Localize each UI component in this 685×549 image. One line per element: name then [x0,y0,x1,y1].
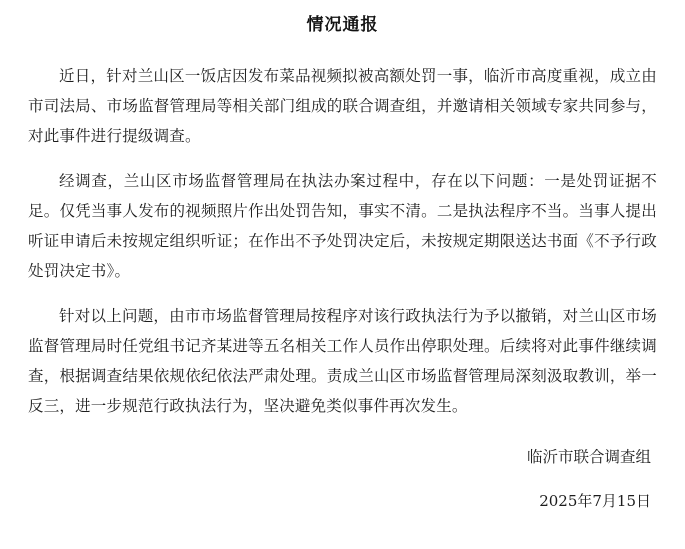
paragraph-3: 针对以上问题，由市市场监督管理局按程序对该行政执法行为予以撤销，对兰山区市场监督管理局时任党组书记齐某进等五名相关工作人员作出停职处理。后续将对此事件继续调查，根据调查结果依规依纪依法严肃处理。责成兰山区市场监督管理局深刻汲取教训，举一反三，进一步规范行政执法行为，坚决避免类似事件再次发生。 [28,306,657,416]
document-date: 2025年7月15日 [539,491,651,510]
document-signature: 临沂市联合调查组 [526,448,651,467]
paragraph-1: 近日，针对兰山区一饭店因发布菜品视频拟被高额处罚一事，临沂市高度重视，成立由市司法局、市场监督管理局等相关部门组成的联合调查组，并邀请相关领域专家共同参与，对此事件进行提级调查。 [28,67,657,146]
paragraph-2: 经调查，兰山区市场监督管理局在执法办案过程中，存在以下问题：一是处罚证据不足。仅凭当事人发布的视频照片作出处罚告知，事实不清。二是执法程序不当。当事人提出听证申请后未按规定组织听证；在作出不予处罚决定后，未按规定期限送达书面《不予行政处罚决定书》。 [28,171,657,281]
document-title: 情况通报 [306,15,379,35]
document-page [0,10,685,549]
